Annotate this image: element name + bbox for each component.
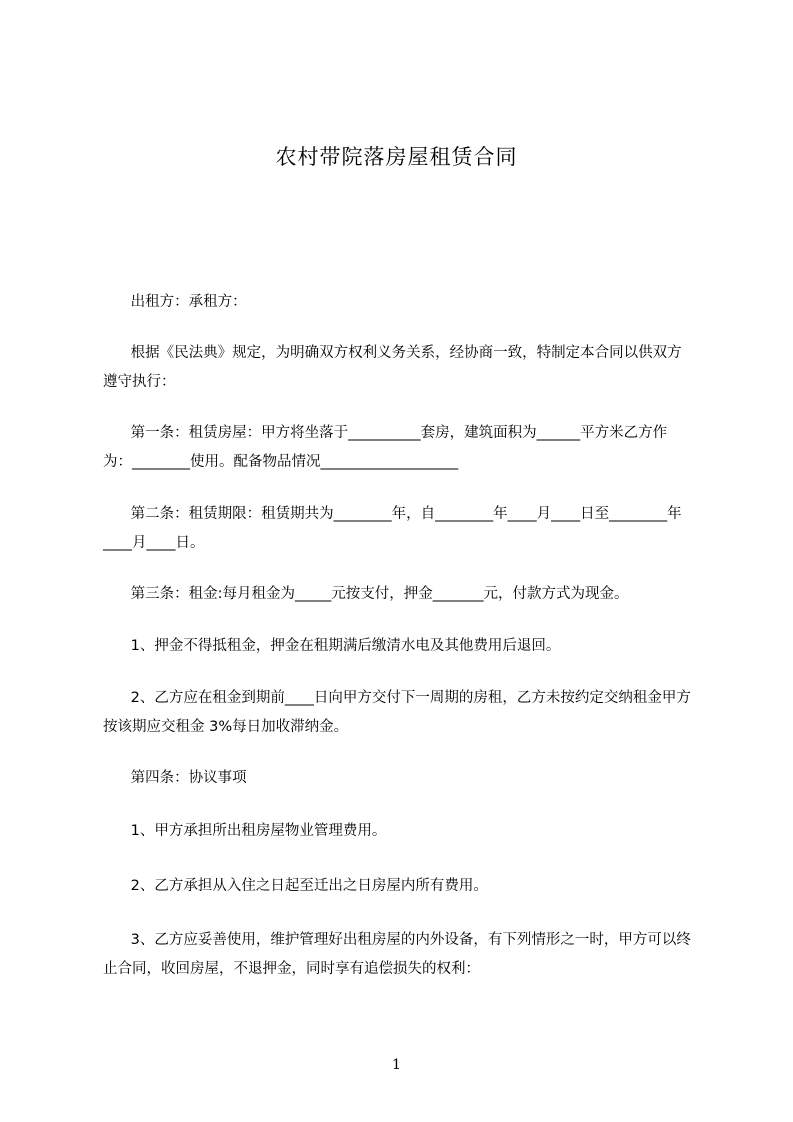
rent-clause-2: 2、乙方应在租金到期前____日向甲方交付下一周期的房租，乙方未按约定交纳租金甲方按该期应交租金 3%每日加收滞纳金。 <box>103 690 691 735</box>
document-title: 农村带院落房屋租赁合同 <box>275 145 518 169</box>
rent-clause-1: 1、押金不得抵租金，押金在租期满后缴清水电及其他费用后退回。 <box>103 638 561 654</box>
page-number: 1 <box>392 1057 401 1073</box>
agreement-clause-1: 1、甲方承担所出租房屋物业管理费用。 <box>103 823 387 839</box>
agreement-clause-3: 3、乙方应妥善使用，维护管理好出租房屋的内外设备，有下列情形之一时，甲方可以终止合同，收回房屋，不退押金，同时享有追偿损失的权利： <box>103 932 691 977</box>
parties-line: 出租方：承租方： <box>103 294 247 310</box>
article-3-rent: 第三条：租金:每月租金为_____元按支付，押金_______元，付款方式为现金。 <box>103 586 629 602</box>
article-1-premises: 第一条：租赁房屋：甲方将坐落于__________套房，建筑面积为______平方米乙方作为：________使用。配备物品情况___________________ <box>103 425 668 470</box>
agreement-clause-2: 2、乙方承担从入住之日起至迁出之日房屋内所有费用。 <box>103 878 488 894</box>
article-2-term: 第二条：租赁期限：租赁期共为________年，自________年____月____日至________年____月____日。 <box>103 506 682 551</box>
preamble-paragraph: 根据《民法典》规定，为明确双方权利义务关系，经协商一致，特制定本合同以供双方遵守执行： <box>103 345 682 390</box>
article-4-heading: 第四条：协议事项 <box>103 770 247 786</box>
